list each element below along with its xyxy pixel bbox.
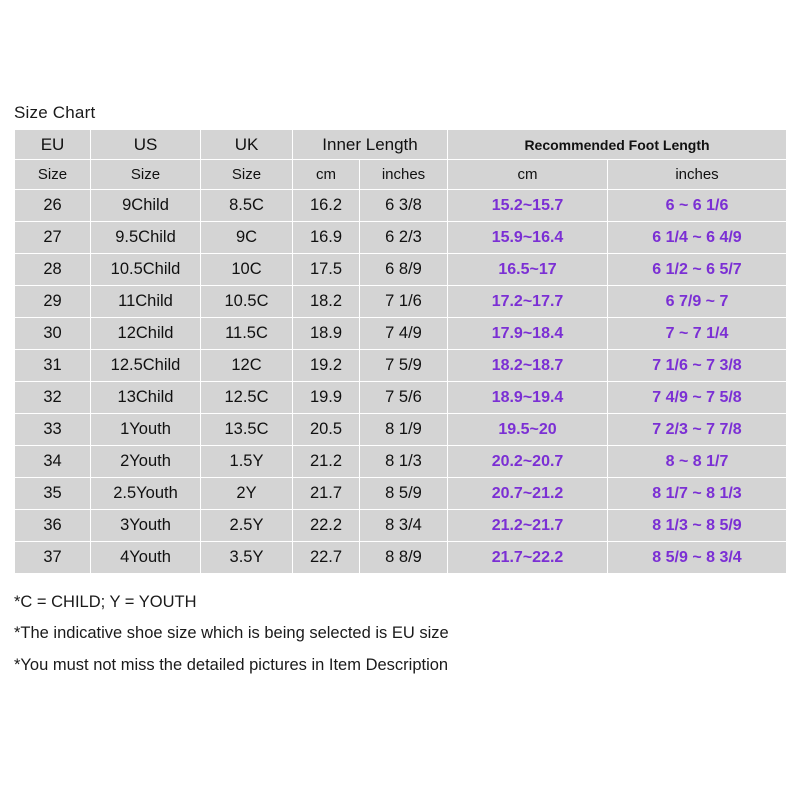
cell-inner-cm: 19.9 (293, 382, 360, 414)
cell-inner-inches: 8 1/9 (360, 414, 448, 446)
cell-uk: 13.5C (201, 414, 293, 446)
cell-uk: 2Y (201, 478, 293, 510)
header-rec-cm: cm (448, 160, 608, 190)
cell-uk: 9C (201, 222, 293, 254)
cell-inner-inches: 8 1/3 (360, 446, 448, 478)
cell-us: 2Youth (91, 446, 201, 478)
cell-rec-cm: 21.7~22.2 (448, 542, 608, 574)
cell-inner-cm: 22.7 (293, 542, 360, 574)
cell-inner-inches: 8 5/9 (360, 478, 448, 510)
cell-eu: 30 (15, 318, 91, 350)
cell-rec-cm: 18.9~19.4 (448, 382, 608, 414)
cell-rec-cm: 19.5~20 (448, 414, 608, 446)
cell-inner-inches: 6 3/8 (360, 190, 448, 222)
header-eu: EU (15, 130, 91, 160)
cell-us: 12.5Child (91, 350, 201, 382)
cell-eu: 29 (15, 286, 91, 318)
page-title: Size Chart (14, 103, 96, 122)
cell-eu: 34 (15, 446, 91, 478)
cell-uk: 3.5Y (201, 542, 293, 574)
cell-inner-cm: 16.9 (293, 222, 360, 254)
cell-inner-inches: 7 1/6 (360, 286, 448, 318)
cell-rec-cm: 16.5~17 (448, 254, 608, 286)
note-eu-size: *The indicative shoe size which is being selected is EU size (14, 624, 449, 643)
table-row (15, 350, 787, 382)
table-row (15, 222, 787, 254)
table-row (15, 414, 787, 446)
cell-inner-cm: 18.2 (293, 286, 360, 318)
header-inner-cm: cm (293, 160, 360, 190)
cell-eu: 27 (15, 222, 91, 254)
cell-rec-inches: 6 ~ 6 1/6 (608, 190, 787, 222)
cell-eu: 28 (15, 254, 91, 286)
header-recommended-foot-length: Recommended Foot Length (448, 130, 787, 160)
table-row (15, 446, 787, 478)
cell-eu: 31 (15, 350, 91, 382)
cell-inner-cm: 22.2 (293, 510, 360, 542)
header-rec-inches: inches (608, 160, 787, 190)
cell-us: 2.5Youth (91, 478, 201, 510)
cell-inner-cm: 16.2 (293, 190, 360, 222)
cell-uk: 8.5C (201, 190, 293, 222)
table-row (15, 510, 787, 542)
cell-rec-cm: 20.2~20.7 (448, 446, 608, 478)
cell-us: 9.5Child (91, 222, 201, 254)
cell-rec-inches: 8 5/9 ~ 8 3/4 (608, 542, 787, 574)
cell-eu: 32 (15, 382, 91, 414)
cell-inner-cm: 19.2 (293, 350, 360, 382)
cell-inner-inches: 7 5/9 (360, 350, 448, 382)
cell-us: 11Child (91, 286, 201, 318)
note-child-youth: *C = CHILD; Y = YOUTH (14, 593, 197, 611)
table-row (15, 254, 787, 286)
cell-us: 1Youth (91, 414, 201, 446)
cell-uk: 10C (201, 254, 293, 286)
cell-us: 13Child (91, 382, 201, 414)
cell-uk: 12.5C (201, 382, 293, 414)
cell-us: 4Youth (91, 542, 201, 574)
cell-rec-cm: 21.2~21.7 (448, 510, 608, 542)
cell-rec-inches: 8 1/3 ~ 8 5/9 (608, 510, 787, 542)
cell-inner-cm: 21.2 (293, 446, 360, 478)
cell-us: 3Youth (91, 510, 201, 542)
cell-rec-inches: 6 1/4 ~ 6 4/9 (608, 222, 787, 254)
table-row (15, 318, 787, 350)
cell-rec-cm: 15.2~15.7 (448, 190, 608, 222)
header-us-size: Size (91, 160, 201, 190)
cell-inner-inches: 8 8/9 (360, 542, 448, 574)
cell-rec-inches: 6 7/9 ~ 7 (608, 286, 787, 318)
cell-uk: 11.5C (201, 318, 293, 350)
cell-rec-cm: 15.9~16.4 (448, 222, 608, 254)
cell-us: 10.5Child (91, 254, 201, 286)
cell-uk: 1.5Y (201, 446, 293, 478)
cell-uk: 12C (201, 350, 293, 382)
cell-inner-inches: 6 8/9 (360, 254, 448, 286)
header-uk: UK (201, 130, 293, 160)
cell-uk: 10.5C (201, 286, 293, 318)
cell-rec-cm: 17.9~18.4 (448, 318, 608, 350)
cell-us: 9Child (91, 190, 201, 222)
header-eu-size: Size (15, 160, 91, 190)
notes-section (14, 592, 774, 686)
cell-eu: 35 (15, 478, 91, 510)
table-row (15, 190, 787, 222)
table-row (15, 286, 787, 318)
header-uk-size: Size (201, 160, 293, 190)
cell-inner-cm: 18.9 (293, 318, 360, 350)
cell-inner-cm: 17.5 (293, 254, 360, 286)
cell-rec-inches: 7 4/9 ~ 7 5/8 (608, 382, 787, 414)
cell-rec-cm: 20.7~21.2 (448, 478, 608, 510)
table-row (15, 542, 787, 574)
cell-inner-inches: 6 2/3 (360, 222, 448, 254)
cell-eu: 26 (15, 190, 91, 222)
cell-eu: 33 (15, 414, 91, 446)
header-inner-inches: inches (360, 160, 448, 190)
cell-rec-inches: 8 ~ 8 1/7 (608, 446, 787, 478)
cell-us: 12Child (91, 318, 201, 350)
cell-eu: 36 (15, 510, 91, 542)
cell-inner-cm: 21.7 (293, 478, 360, 510)
table-header-row-top (15, 130, 787, 160)
cell-rec-inches: 8 1/7 ~ 8 1/3 (608, 478, 787, 510)
cell-rec-inches: 7 1/6 ~ 7 3/8 (608, 350, 787, 382)
cell-rec-cm: 18.2~18.7 (448, 350, 608, 382)
table-row (15, 382, 787, 414)
note-item-description: *You must not miss the detailed pictures in Item Description (14, 655, 449, 674)
cell-eu: 37 (15, 542, 91, 574)
cell-uk: 2.5Y (201, 510, 293, 542)
table-row (15, 478, 787, 510)
table-header-row-sub (15, 160, 787, 190)
cell-inner-inches: 7 5/6 (360, 382, 448, 414)
table-body (15, 190, 787, 574)
cell-rec-inches: 7 ~ 7 1/4 (608, 318, 787, 350)
table-header (15, 130, 787, 190)
cell-rec-inches: 6 1/2 ~ 6 5/7 (608, 254, 787, 286)
cell-rec-inches: 7 2/3 ~ 7 7/8 (608, 414, 787, 446)
cell-inner-inches: 8 3/4 (360, 510, 448, 542)
cell-inner-inches: 7 4/9 (360, 318, 448, 350)
cell-inner-cm: 20.5 (293, 414, 360, 446)
cell-rec-cm: 17.2~17.7 (448, 286, 608, 318)
size-chart-table (14, 129, 787, 574)
header-inner-length: Inner Length (293, 130, 448, 160)
header-us: US (91, 130, 201, 160)
